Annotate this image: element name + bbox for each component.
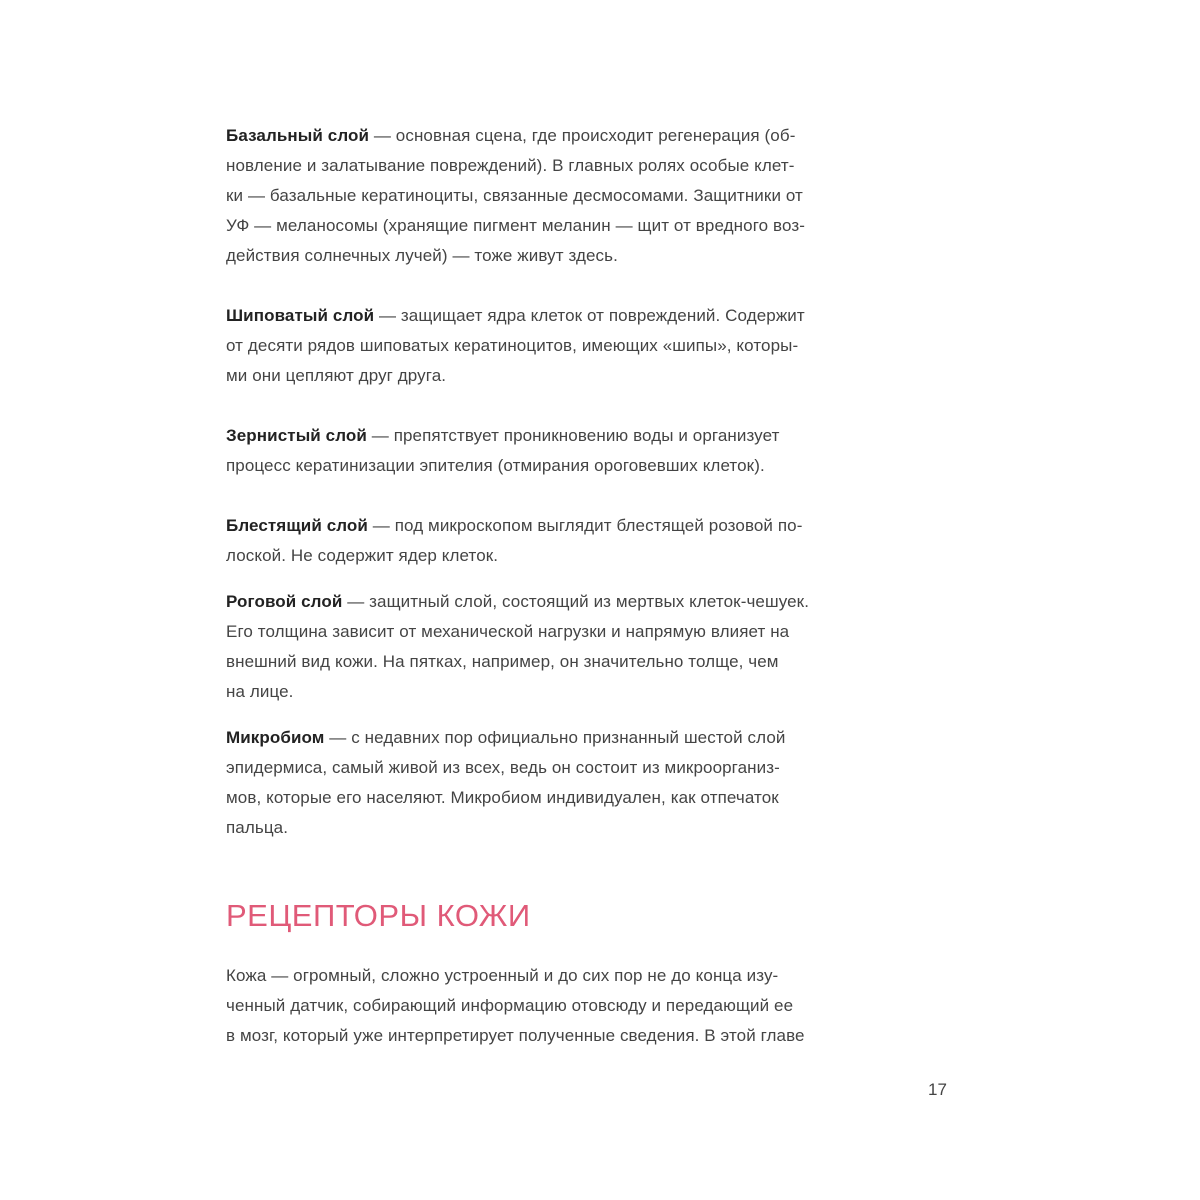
term-basal-layer: Базальный слой — [226, 126, 370, 145]
paragraph-line: процесс кератинизации эпителия (отмирания ороговевших клеток). — [226, 456, 765, 475]
paragraph-lucid-layer — [226, 511, 871, 571]
term-horny-layer: Роговой слой — [226, 592, 343, 611]
term-spinous-layer: Шиповатый слой — [226, 306, 375, 325]
paragraph-line: Его толщина зависит от механической нагрузки и напрямую влияет на — [226, 622, 790, 641]
paragraph-line: Блестящий слой — под микроскопом выглядит блестящей розовой по- — [226, 516, 803, 535]
term-microbiome: Микробиом — [226, 728, 325, 747]
paragraph-line: УФ — меланосомы (хранящие пигмент меланин — щит от вредного воз- — [226, 216, 805, 235]
paragraph-line: Микробиом — с недавних пор официально признанный шестой слой — [226, 728, 786, 747]
page-number: 17 — [928, 1080, 947, 1099]
paragraph-line: Зернистый слой — препятствует проникновению воды и организует — [226, 426, 780, 445]
paragraph-line: Базальный слой — основная сцена, где происходит регенерация (об- — [226, 126, 796, 145]
paragraph-line: Кожа — огромный, сложно устроенный и до сих пор не до конца изу- — [226, 966, 779, 985]
paragraph-horny-layer — [226, 587, 871, 707]
paragraph-line: лоской. Не содержит ядер клеток. — [226, 546, 499, 565]
paragraph-line: в мозг, который уже интерпретирует полученные сведения. В этой главе — [226, 1026, 805, 1045]
paragraph-line: мов, которые его населяют. Микробиом индивидуален, как отпечаток — [226, 788, 779, 807]
section-heading: РЕЦЕПТОРЫ КОЖИ — [226, 898, 531, 933]
paragraph-line: Шиповатый слой — защищает ядра клеток от повреждений. Содержит — [226, 306, 805, 325]
paragraph-spinous-layer — [226, 301, 871, 391]
paragraph-line: Роговой слой — защитный слой, состоящий из мертвых клеток-чешуек. — [226, 592, 810, 611]
paragraph-line: внешний вид кожи. На пятках, например, он значительно толще, чем — [226, 652, 779, 671]
paragraph-line: ми они цепляют друг друга. — [226, 366, 447, 385]
paragraph-line: ченный датчик, собирающий информацию отовсюду и передающий ее — [226, 996, 794, 1015]
paragraph-line: на лице. — [226, 682, 294, 701]
paragraph-line: ки — базальные кератиноциты, связанные десмосомами. Защитники от — [226, 186, 803, 205]
term-lucid-layer: Блестящий слой — [226, 516, 368, 535]
term-granular-layer: Зернистый слой — [226, 426, 367, 445]
paragraph-line: новление и залатывание повреждений). В главных ролях особые клет- — [226, 156, 795, 175]
paragraph-microbiome — [226, 723, 871, 843]
paragraph-granular-layer — [226, 421, 871, 481]
paragraph-line: действия солнечных лучей) — тоже живут здесь. — [226, 246, 618, 265]
paragraph-line: от десяти рядов шиповатых кератиноцитов, имеющих «шипы», которы- — [226, 336, 799, 355]
paragraph-line: пальца. — [226, 818, 289, 837]
skin-layers-text — [226, 121, 871, 843]
paragraph-line: эпидермиса, самый живой из всех, ведь он состоит из микроорганиз- — [226, 758, 780, 777]
paragraph-basal-layer — [226, 121, 871, 271]
section-intro-paragraph — [226, 961, 871, 1051]
